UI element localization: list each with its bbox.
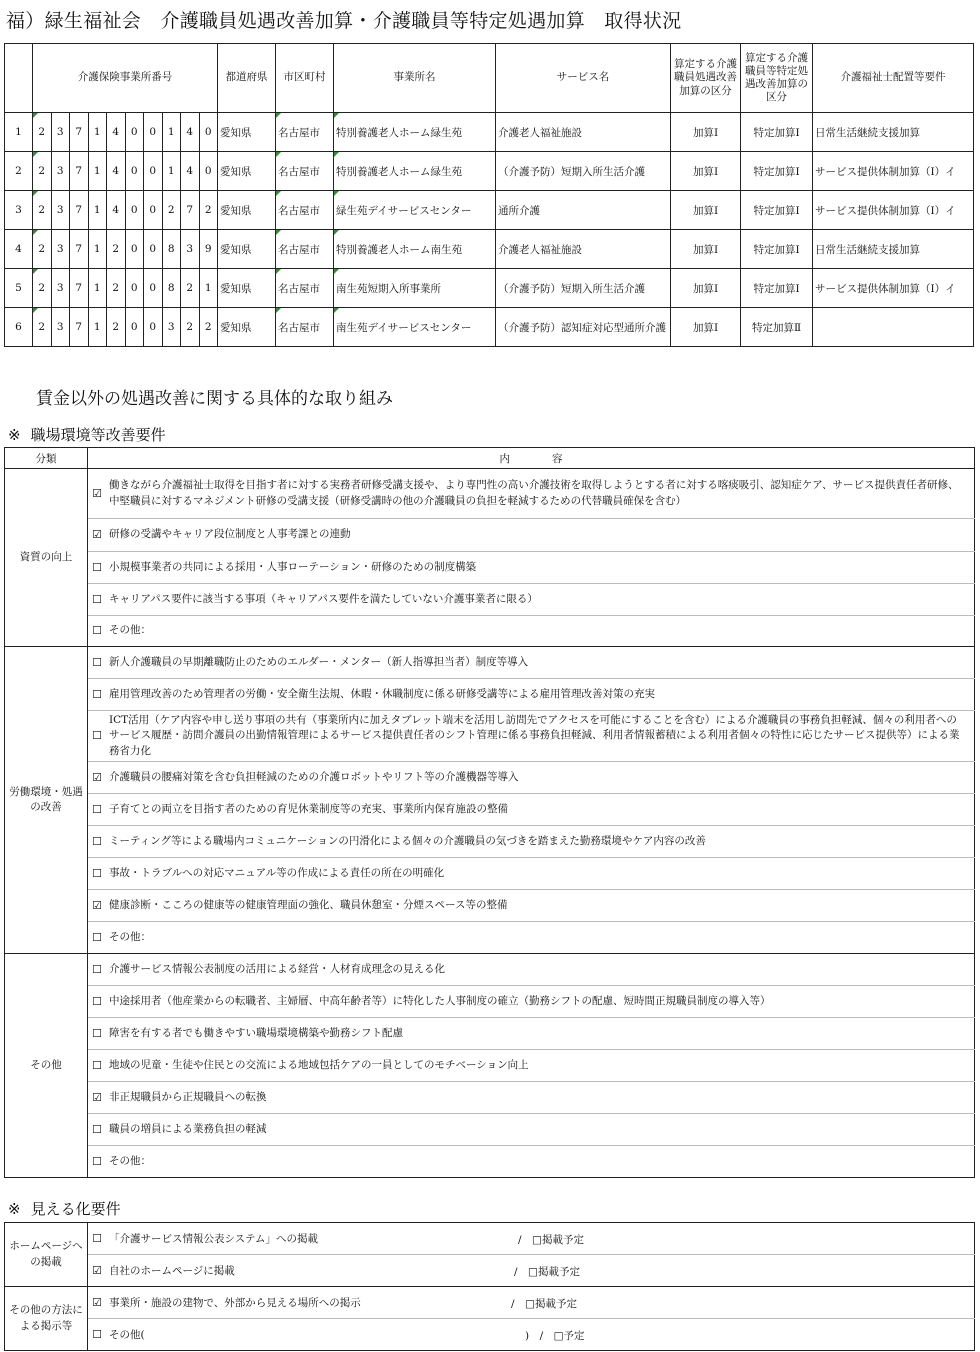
office-number-digit: 7 <box>70 191 89 230</box>
status-row <box>5 308 974 347</box>
office-number-digit: 0 <box>125 269 144 308</box>
unchecked-checkbox[interactable]: ☐ <box>92 1327 102 1341</box>
office-number-header: 介護保険事業所番号 <box>33 44 218 113</box>
office-number-digit: 1 <box>88 152 107 191</box>
kaizen-class-cell: 加算Ⅰ <box>671 230 741 269</box>
checked-checkbox[interactable]: ☑ <box>92 486 102 500</box>
office-number-digit: 3 <box>162 308 181 347</box>
office-number-digit: 3 <box>181 230 200 269</box>
requirement-text: その他： <box>109 624 151 637</box>
requirement-text: ミーティング等による職場内コミュニケーションの円滑化による個々の介護職員の気づきを踏まえた勤務環境やケア内容の改善 <box>109 834 706 847</box>
office-number-digit: 1 <box>162 113 181 152</box>
requirement-text: 働きながら介護福祉士取得を目指す者に対する実務者研修受講支援や、より専門性の高い介護技術を取得しようとする者に対する喀痰吸引、認知症ケア、サービス提供責任者研修、中堅職員に対するマネジメント研修の受講支援（研修受講時の他の介護職員の負担を軽減するための代替職員確保を含む） <box>109 479 959 507</box>
visibility-row <box>5 1223 975 1255</box>
requirement-row <box>5 1018 975 1050</box>
requirement-item <box>88 1082 975 1114</box>
office-number-digit: 2 <box>33 308 52 347</box>
prefecture-cell: 愛知県 <box>218 308 276 347</box>
requirement-text: 健康診断・こころの健康等の健康管理面の強化、職員休憩室・分煙スペース等の整備 <box>109 898 508 911</box>
requirement-cell: 日常生活継続支援加算 <box>813 113 974 152</box>
visibility-item <box>88 1319 975 1351</box>
unchecked-checkbox[interactable]: ☐ <box>92 687 102 701</box>
office-number-digit: 0 <box>125 152 144 191</box>
requirement-row <box>5 794 975 826</box>
office-number-digit: 3 <box>51 269 70 308</box>
office-number-digit: 2 <box>181 308 200 347</box>
note-mark: ※ <box>8 1200 21 1218</box>
service-name-cell: 介護老人福祉施設 <box>496 230 671 269</box>
city-cell: 名古屋市 <box>276 191 334 230</box>
service-name-cell: （介護予防）短期入所生活介護 <box>496 152 671 191</box>
tokutei-class-cell: 特定加算Ⅰ <box>741 230 813 269</box>
unchecked-checkbox[interactable]: ☐ <box>92 930 102 944</box>
kaizen-class-cell: 加算Ⅰ <box>671 152 741 191</box>
requirement-text: 新人介護職員の早期離職防止のためのエルダー・メンター（新人指導担当者）制度等導入 <box>109 655 529 668</box>
unchecked-checkbox[interactable]: ☐ <box>92 802 102 816</box>
requirement-header: 介護福祉士配置等要件 <box>813 44 974 113</box>
requirement-row <box>5 711 975 762</box>
requirement-row <box>5 647 975 679</box>
service-name-header: サービス名 <box>496 44 671 113</box>
checked-checkbox[interactable]: ☑ <box>92 1295 102 1309</box>
office-number-digit: 3 <box>51 191 70 230</box>
office-name-cell: 特別養護老人ホーム緑生苑 <box>334 152 496 191</box>
office-number-digit: 7 <box>70 113 89 152</box>
requirement-item <box>88 679 975 711</box>
office-number-digit: 0 <box>144 308 163 347</box>
requirement-cell: サービス提供体制加算（Ⅰ）イ <box>813 152 974 191</box>
row-number: 5 <box>5 269 33 308</box>
office-number-digit: 7 <box>70 152 89 191</box>
visibility-text: 「介護サービス情報公表システム」への掲載 <box>109 1233 318 1245</box>
tokutei-class-cell: 特定加算Ⅱ <box>741 308 813 347</box>
tokutei-class-cell: 特定加算Ⅰ <box>741 113 813 152</box>
requirement-row <box>5 552 975 584</box>
office-number-digit: 3 <box>51 308 70 347</box>
office-number-digit: 1 <box>88 230 107 269</box>
office-number-digit: 0 <box>144 113 163 152</box>
status-row <box>5 152 974 191</box>
office-name-header: 事業所名 <box>334 44 496 113</box>
requirement-cell <box>813 308 974 347</box>
prefecture-cell: 愛知県 <box>218 152 276 191</box>
office-number-digit: 2 <box>33 269 52 308</box>
visibility-row <box>5 1319 975 1351</box>
office-number-digit: 0 <box>125 191 144 230</box>
unchecked-checkbox[interactable]: ☐ <box>92 1154 102 1168</box>
tokutei-class-cell: 特定加算Ⅰ <box>741 191 813 230</box>
content-header: 内 容 <box>88 448 975 469</box>
office-number-digit: 2 <box>107 269 126 308</box>
visibility-heading-text: 見える化要件 <box>30 1200 121 1218</box>
requirement-cell: サービス提供体制加算（Ⅰ）イ <box>813 191 974 230</box>
requirement-cell: 日常生活継続支援加算 <box>813 230 974 269</box>
office-number-digit: 2 <box>33 191 52 230</box>
office-number-digit: 0 <box>144 269 163 308</box>
office-number-digit: 2 <box>162 191 181 230</box>
requirement-text: 中途採用者（他産業からの転職者、主婦層、中高年齢者等）に特化した人事制度の確立（勤務シフトの配慮、短時間正規職員制度の導入等） <box>109 994 771 1007</box>
planned-posting-option[interactable]: ) / □予定 <box>525 1329 585 1342</box>
requirement-item <box>88 552 975 584</box>
requirement-text: 雇用管理改善のため管理者の労働・安全衛生法規、休暇・休職制度に係る研修受講等による雇用管理改善対策の充実 <box>109 687 655 700</box>
checked-checkbox[interactable]: ☑ <box>92 1263 102 1277</box>
requirement-item <box>88 762 975 794</box>
city-cell: 名古屋市 <box>276 152 334 191</box>
requirement-text: ICT活用（ケア内容や申し送り事項の共有（事業所内に加えタブレット端末を活用し訪問先でアクセスを可能にすることを含む）による介護職員の事務負担軽減、個々の利用者へのサービス履歴・訪問介護員の出勤情報管理によるサービス提供責任者のシフト管理に係る事務負担軽減、利用者情報蓄積による利用者個々の特性に応じたサービス提供等）による業務省力化 <box>109 714 960 757</box>
service-name-cell: （介護予防）短期入所生活介護 <box>496 269 671 308</box>
requirement-item <box>88 647 975 679</box>
prefecture-header: 都道府県 <box>218 44 276 113</box>
requirement-item <box>88 469 975 519</box>
requirement-row <box>5 1082 975 1114</box>
kaizen-class-cell: 加算Ⅰ <box>671 308 741 347</box>
tokutei-class-header: 算定する介護職員等特定処遇改善加算の区分 <box>741 44 813 113</box>
row-number: 1 <box>5 113 33 152</box>
visibility-text: 自社のホームページに掲載 <box>109 1265 235 1277</box>
unchecked-checkbox[interactable]: ☐ <box>92 1231 102 1245</box>
category-label: 資質の向上 <box>5 469 88 647</box>
unchecked-checkbox[interactable]: ☐ <box>92 560 102 574</box>
visibility-item <box>88 1287 975 1319</box>
unchecked-checkbox[interactable]: ☐ <box>92 866 102 880</box>
unchecked-checkbox[interactable]: ☐ <box>92 1026 102 1040</box>
requirement-text: 事故・トラブルへの対応マニュアル等の作成による責任の所在の明確化 <box>109 866 445 879</box>
planned-posting-option[interactable]: / □掲載予定 <box>514 1265 580 1278</box>
office-number-digit: 0 <box>144 191 163 230</box>
requirement-cell: サービス提供体制加算（Ⅰ）イ <box>813 269 974 308</box>
office-number-digit: 2 <box>107 230 126 269</box>
kaizen-class-cell: 加算Ⅰ <box>671 113 741 152</box>
office-number-digit: 0 <box>199 152 218 191</box>
office-number-digit: 1 <box>199 269 218 308</box>
unchecked-checkbox[interactable]: ☐ <box>92 834 102 848</box>
note-mark: ※ <box>8 426 21 444</box>
office-number-digit: 4 <box>107 113 126 152</box>
office-name-cell: 特別養護老人ホーム南生苑 <box>334 230 496 269</box>
unchecked-checkbox[interactable]: ☐ <box>92 592 102 606</box>
prefecture-cell: 愛知県 <box>218 113 276 152</box>
planned-posting-option[interactable]: / □掲載予定 <box>511 1297 577 1310</box>
office-number-digit: 1 <box>88 191 107 230</box>
workplace-heading <box>8 424 166 445</box>
city-cell: 名古屋市 <box>276 269 334 308</box>
unchecked-checkbox[interactable]: ☐ <box>92 729 102 742</box>
office-name-cell: 特別養護老人ホーム緑生苑 <box>334 113 496 152</box>
unchecked-checkbox[interactable]: ☐ <box>92 1058 102 1072</box>
service-name-cell: （介護予防）認知症対応型通所介護 <box>496 308 671 347</box>
requirement-item <box>88 1018 975 1050</box>
prefecture-cell: 愛知県 <box>218 230 276 269</box>
office-name-cell: 南生苑デイサービスセンター <box>334 308 496 347</box>
office-number-digit: 2 <box>33 152 52 191</box>
kaizen-class-header: 算定する介護職員処遇改善加算の区分 <box>671 44 741 113</box>
office-number-digit: 2 <box>33 113 52 152</box>
requirement-row <box>5 922 975 954</box>
visibility-row <box>5 1287 975 1319</box>
requirement-row <box>5 890 975 922</box>
requirement-text: 子育てとの両立を目指す者のための育児休業制度等の充実、事業所内保育施設の整備 <box>109 802 508 815</box>
category-label: ホームページへの掲載 <box>5 1223 88 1287</box>
requirement-item <box>88 890 975 922</box>
office-number-digit: 7 <box>181 191 200 230</box>
office-number-digit: 2 <box>199 308 218 347</box>
requirement-text: 小規模事業者の共同による採用・人事ローテーション・研修のための制度構築 <box>109 560 477 573</box>
requirement-row <box>5 762 975 794</box>
row-number: 3 <box>5 191 33 230</box>
office-number-digit: 7 <box>70 230 89 269</box>
status-row <box>5 269 974 308</box>
requirement-item <box>88 1114 975 1146</box>
office-number-digit: 0 <box>199 113 218 152</box>
requirement-row <box>5 519 975 552</box>
requirement-text: キャリアパス要件に該当する事項（キャリアパス要件を満たしていない介護事業者に限る） <box>109 592 538 605</box>
tokutei-class-cell: 特定加算Ⅰ <box>741 152 813 191</box>
unchecked-checkbox[interactable]: ☐ <box>92 994 102 1008</box>
city-cell: 名古屋市 <box>276 230 334 269</box>
requirement-row <box>5 616 975 647</box>
city-cell: 名古屋市 <box>276 308 334 347</box>
requirement-item <box>88 711 975 762</box>
checked-checkbox[interactable]: ☑ <box>92 1090 102 1104</box>
visibility-item <box>88 1223 975 1255</box>
prefecture-cell: 愛知県 <box>218 269 276 308</box>
office-number-digit: 4 <box>107 191 126 230</box>
row-number: 6 <box>5 308 33 347</box>
office-number-digit: 3 <box>51 152 70 191</box>
tokutei-class-cell: 特定加算Ⅰ <box>741 269 813 308</box>
requirement-row <box>5 679 975 711</box>
requirement-text: 非正規職員から正規職員への転換 <box>109 1090 267 1103</box>
requirement-row <box>5 1114 975 1146</box>
unchecked-checkbox[interactable]: ☐ <box>92 962 102 976</box>
visibility-item <box>88 1255 975 1287</box>
acquisition-status-table <box>4 43 974 347</box>
unchecked-checkbox[interactable]: ☐ <box>92 624 102 637</box>
requirement-text: 研修の受講やキャリア段位制度と人事考課との連動 <box>109 528 351 541</box>
category-label: その他 <box>5 954 88 1178</box>
workplace-requirements-table <box>4 447 975 1178</box>
category-label: その他の方法による掲示等 <box>5 1287 88 1351</box>
office-number-digit: 8 <box>162 230 181 269</box>
requirement-item <box>88 826 975 858</box>
office-number-digit: 1 <box>162 152 181 191</box>
office-number-digit: 4 <box>181 113 200 152</box>
requirement-text: 地域の児童・生徒や住民との交流による地域包括ケアの一員としてのモチベーション向上 <box>109 1058 529 1071</box>
status-row <box>5 113 974 152</box>
section-heading: 賃金以外の処遇改善に関する具体的な取り組み <box>36 389 393 409</box>
office-name-cell: 南生苑短期入所事業所 <box>334 269 496 308</box>
requirement-row <box>5 954 975 986</box>
office-number-digit: 7 <box>70 269 89 308</box>
office-number-digit: 8 <box>162 269 181 308</box>
office-number-digit: 0 <box>144 230 163 269</box>
requirement-item <box>88 616 975 647</box>
checked-checkbox[interactable]: ☑ <box>92 770 102 784</box>
requirement-item <box>88 986 975 1018</box>
requirement-row <box>5 986 975 1018</box>
kaizen-class-cell: 加算Ⅰ <box>671 191 741 230</box>
office-number-digit: 0 <box>125 230 144 269</box>
requirement-item <box>88 858 975 890</box>
planned-posting-option[interactable]: / □掲載予定 <box>518 1233 584 1246</box>
visibility-requirements-table <box>4 1222 975 1351</box>
office-number-digit: 3 <box>51 230 70 269</box>
office-number-digit: 0 <box>125 308 144 347</box>
visibility-heading <box>8 1198 121 1219</box>
prefecture-cell: 愛知県 <box>218 191 276 230</box>
requirement-row <box>5 1050 975 1082</box>
visibility-text: 事業所・施設の建物で、外部から見える場所への掲示 <box>109 1297 361 1309</box>
kaizen-class-cell: 加算Ⅰ <box>671 269 741 308</box>
status-row <box>5 191 974 230</box>
category-header: 分類 <box>5 448 88 469</box>
requirement-text: 介護サービス情報公表制度の活用による経営・人材育成理念の見える化 <box>109 962 445 975</box>
city-header: 市区町村 <box>276 44 334 113</box>
requirement-text: 介護職員の腰痛対策を含む負担軽減のための介護ロボットやリフト等の介護機器等導入 <box>109 770 519 783</box>
unchecked-checkbox[interactable]: ☐ <box>92 655 102 669</box>
requirement-row <box>5 858 975 890</box>
office-number-digit: 0 <box>125 113 144 152</box>
requirement-text: その他： <box>109 1154 151 1167</box>
row-number: 2 <box>5 152 33 191</box>
requirement-item <box>88 922 975 954</box>
office-name-cell: 緑生苑デイサービスセンター <box>334 191 496 230</box>
office-number-digit: 2 <box>181 269 200 308</box>
visibility-row <box>5 1255 975 1287</box>
row-number-header <box>5 44 33 113</box>
unchecked-checkbox[interactable]: ☐ <box>92 1122 102 1136</box>
requirement-item <box>88 584 975 616</box>
requirement-row <box>5 469 975 519</box>
requirement-text: 障害を有する者でも働きやすい職場環境構築や勤務シフト配慮 <box>109 1026 403 1039</box>
office-number-digit: 3 <box>51 113 70 152</box>
office-number-digit: 9 <box>199 230 218 269</box>
requirement-row <box>5 826 975 858</box>
requirement-row <box>5 584 975 616</box>
requirement-item <box>88 519 975 552</box>
requirement-item <box>88 794 975 826</box>
city-cell: 名古屋市 <box>276 113 334 152</box>
checked-checkbox[interactable]: ☑ <box>92 528 102 541</box>
service-name-cell: 介護老人福祉施設 <box>496 113 671 152</box>
checked-checkbox[interactable]: ☑ <box>92 898 102 912</box>
office-number-digit: 2 <box>33 230 52 269</box>
office-number-digit: 4 <box>181 152 200 191</box>
category-label: 労働環境・処遇の改善 <box>5 647 88 954</box>
row-number: 4 <box>5 230 33 269</box>
visibility-text: その他( <box>109 1329 145 1341</box>
requirement-item <box>88 954 975 986</box>
office-number-digit: 1 <box>88 113 107 152</box>
requirement-item <box>88 1146 975 1178</box>
requirement-text: 職員の増員による業務負担の軽減 <box>109 1122 267 1135</box>
office-number-digit: 0 <box>144 152 163 191</box>
status-row <box>5 230 974 269</box>
office-number-digit: 1 <box>88 308 107 347</box>
office-number-digit: 2 <box>107 308 126 347</box>
requirement-text: その他： <box>109 930 151 943</box>
office-number-digit: 7 <box>70 308 89 347</box>
workplace-heading-text: 職場環境等改善要件 <box>30 426 166 444</box>
requirement-item <box>88 1050 975 1082</box>
office-number-digit: 4 <box>107 152 126 191</box>
office-number-digit: 2 <box>199 191 218 230</box>
service-name-cell: 通所介護 <box>496 191 671 230</box>
page-title: 福）緑生福祉会 介護職員処遇改善加算・介護職員等特定処遇加算 取得状況 <box>6 10 682 32</box>
office-number-digit: 1 <box>88 269 107 308</box>
requirement-row <box>5 1146 975 1178</box>
